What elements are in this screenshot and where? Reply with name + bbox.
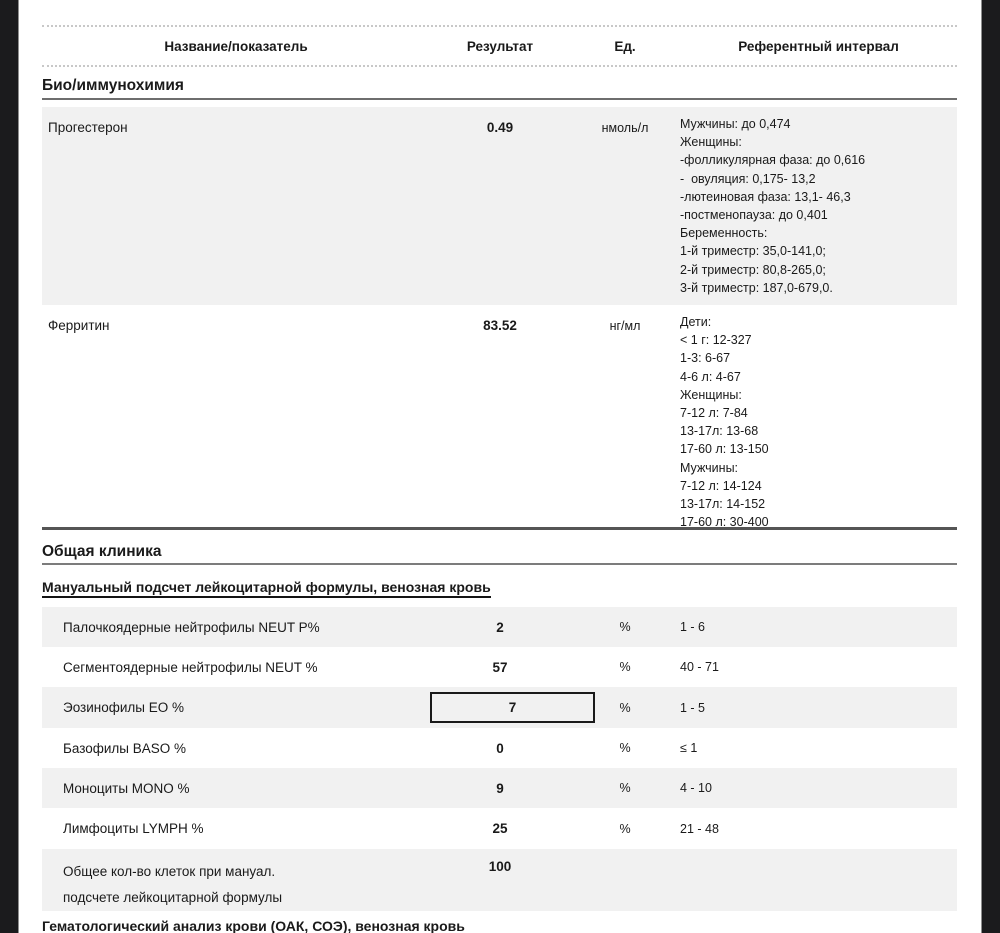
column-header-result: Результат <box>466 38 534 54</box>
analyte-unit: % <box>619 741 631 755</box>
analyte-name: Прогестерон <box>48 120 128 135</box>
lab-row-eosinophils <box>42 687 957 728</box>
analyte-reference: 4 - 10 <box>680 781 712 795</box>
section-title-biochemistry: Био/иммунохимия <box>42 76 957 100</box>
analyte-result: 7 <box>508 700 517 715</box>
lab-row-neut-segmented <box>42 647 957 687</box>
analyte-unit: % <box>619 781 631 795</box>
analyte-result: 9 <box>496 780 504 796</box>
analyte-name: Лимфоциты LYMPH % <box>63 821 204 836</box>
analyte-name: Общее кол-во клеток при мануал. подсчете лейкоцитарной формулы <box>63 864 283 905</box>
analyte-unit: нг/мл <box>609 319 641 333</box>
analyte-result-cell <box>430 692 570 723</box>
analyte-reference: 1 - 5 <box>680 700 706 715</box>
analyte-name: Сегментоядерные нейтрофилы NEUT % <box>63 659 318 675</box>
lab-row-progesterone <box>42 107 957 305</box>
lab-row-lymphocytes <box>42 808 957 849</box>
column-header-unit: Ед. <box>614 38 636 54</box>
analyte-name: Моноциты MONO % <box>63 780 190 796</box>
analyte-unit: % <box>619 660 631 674</box>
analyte-result: 2 <box>496 619 504 635</box>
analyte-name: Палочкоядерные нейтрофилы NEUT P% <box>63 619 320 635</box>
lab-row-total-cells <box>42 849 957 911</box>
report-content <box>42 25 957 933</box>
analyte-reference: 21 - 48 <box>680 821 719 836</box>
wbc-rows <box>42 607 957 911</box>
analyte-reference: 1 - 6 <box>680 620 706 634</box>
lab-row-basophils <box>42 728 957 768</box>
analyte-name: Базофилы BASO % <box>63 740 187 756</box>
viewer-margin-right <box>981 0 1000 933</box>
analyte-reference: ≤ 1 <box>680 741 698 755</box>
analyte-result: 57 <box>492 659 508 675</box>
lab-row-ferritin <box>42 305 957 530</box>
analyte-reference: 40 - 71 <box>680 660 719 674</box>
dotted-separator-header <box>42 65 957 67</box>
analyte-unit: % <box>619 620 631 634</box>
lab-report-page <box>19 0 981 933</box>
analyte-name: Эозинофилы EO % <box>63 700 184 715</box>
analyte-result: 83.52 <box>483 318 517 333</box>
analyte-reference: Мужчины: до 0,474 Женщины: -фолликулярная фаза: до 0,616 - овуляция: 0,175- 13,2 -лютеиновая фаза: 13,1- 46,3 -постменопауза: до 0,401 Беременность: 1-й триместр: 35,0-141,0; 2-й триместр: 80,8-265,0; 3-й триместр: 187,0-679,0. <box>680 117 866 295</box>
analyte-name: Ферритин <box>48 318 110 333</box>
viewer-margin-left <box>0 0 19 933</box>
column-header-name: Название/показатель <box>164 38 308 54</box>
table-header <box>42 27 957 65</box>
analyte-reference: Дети: < 1 г: 12-327 1-3: 6-67 4-6 л: 4-67 Женщины: 7-12 л: 7-84 13-17л: 13-68 17-60 л: 13-150 Мужчины: 7-12 л: 14-124 13-17л: 14-152 17-60 л: 30-400 <box>680 315 769 530</box>
column-header-reference: Референтный интервал <box>738 38 899 54</box>
analyte-result: 0 <box>496 740 504 756</box>
section-title-hematology: Гематологический анализ крови (ОАК, СОЭ), венозная кровь <box>42 918 465 933</box>
analyte-unit: % <box>619 821 631 836</box>
analyte-unit: % <box>619 700 631 715</box>
analyte-result: 100 <box>488 859 512 874</box>
section-title-general-clinic: Общая клиника <box>42 542 957 565</box>
analyte-unit: нмоль/л <box>601 121 649 135</box>
subsection-title-manual-wbc-count: Мануальный подсчет лейкоцитарной формулы, венозная кровь <box>42 579 957 598</box>
lab-row-neut-band <box>42 607 957 647</box>
lab-row-monocytes <box>42 768 957 808</box>
analyte-result: 0.49 <box>486 120 514 135</box>
analyte-result: 25 <box>492 821 508 836</box>
